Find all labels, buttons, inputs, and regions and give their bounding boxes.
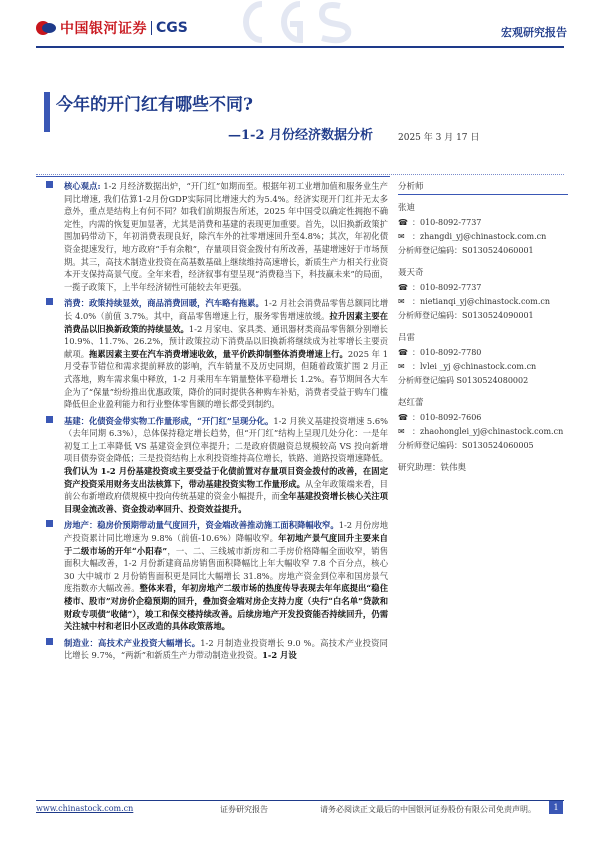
analyst-name: 吕雷 bbox=[398, 333, 416, 343]
analyst-email bbox=[398, 362, 568, 372]
analyst-registration bbox=[398, 441, 568, 451]
emphasis-text: 整体来看，年初房地产二级市场的热度传导表现去年年底提出“稳住楼市、股市”对房价企稳预期的回升，叠加资金端对房企支持力度（央行“白名单”贷款和财政专项债“收储”），竣工和保交楼持续改善。后续房地产开发投资能否持续回升，仍需关注城中村和老旧小区改造的具体政策落地。 bbox=[64, 583, 388, 632]
registration-value: 分析师登记编码 S0130524080002 bbox=[398, 376, 529, 385]
brand-name-cn: 中国银河证券 bbox=[60, 21, 147, 37]
logo-mark-icon bbox=[36, 19, 56, 37]
email-colon: ： bbox=[412, 232, 420, 241]
analyst-card bbox=[398, 331, 568, 386]
paragraph-text: 1-2 月家电、家具类、通讯器材类商品零售额分别增长 10.9%、11.7%、26.2%，预计政策拉动下消费品以旧换新将继续成为社零增长主要贡献项。 bbox=[64, 323, 388, 359]
analyst-phone bbox=[398, 218, 568, 228]
analyst-email bbox=[398, 232, 568, 242]
analyst-registration bbox=[398, 311, 568, 321]
analyst-registration bbox=[398, 376, 568, 386]
paragraph-heading: 房地产：稳房价预期带动量气度回升，资金端改善推动施工面积降幅收窄。 bbox=[64, 520, 339, 531]
phone-icon: ☎ bbox=[398, 348, 408, 357]
emphasis-text: 年初地产景气度回升主要来自于二级市场的开年“小阳春” bbox=[64, 533, 388, 556]
footer-disclaimer: 请务必阅读正文最后的中国银河证券股份有限公司免责声明。 bbox=[320, 805, 536, 814]
sidebar-rule bbox=[398, 194, 568, 195]
email-icon: ✉ bbox=[398, 362, 405, 371]
analyst-card bbox=[398, 201, 568, 256]
header-divider bbox=[36, 46, 564, 48]
paragraph-heading: 消费：政策持续显效，商品消费回暖，汽车略有拖累。 bbox=[64, 298, 264, 309]
page-number: 1 bbox=[549, 801, 563, 814]
square-bullet-icon bbox=[46, 416, 53, 423]
email-value[interactable]: lvlei _yj @chinastock.com.cn bbox=[420, 362, 537, 371]
registration-value: 分析师登记编码：S0130524060005 bbox=[398, 441, 534, 450]
email-value[interactable]: nietianqi_yj@chinastock.com.cn bbox=[420, 297, 550, 306]
analyst-list bbox=[398, 201, 568, 451]
phone-value: 010-8092-7606 bbox=[420, 413, 482, 422]
section-dotted-divider bbox=[36, 174, 564, 175]
registration-value: 分析师登记编码：S0130524090001 bbox=[398, 311, 534, 320]
phone-number: ： bbox=[412, 348, 420, 357]
square-bullet-icon bbox=[46, 638, 53, 645]
emphasis-text: 拖累因素主要在汽车消费增速收敛，量平价跌抑制整体消费增速上行。 bbox=[89, 348, 348, 359]
watermark-logo-icon bbox=[232, 0, 362, 46]
phone-value: 010-8092-7780 bbox=[420, 348, 482, 357]
analyst-email bbox=[398, 427, 568, 437]
analyst-name: 聂天奇 bbox=[398, 268, 424, 278]
body-paragraph bbox=[38, 519, 388, 632]
paragraph-text: 2025 年 1 月受春节错位和需求提前释放的影响，汽车销量不及历史同期，但随着政策扩围 2 月正式落地，购车需求集中释放，1-2 月乘用车车销量整体平稳增长 1.2%。春节期间各大车企为了“保量”纷纷推出优惠政策，降价的同时提供各种购车补贴，消费者受益于购车门槛降低但企业盈利能力和行业整体零售额的增长都受到制约。 bbox=[64, 348, 388, 410]
phone-number: ： bbox=[412, 413, 420, 422]
title-accent-bar bbox=[44, 92, 50, 132]
phone-icon: ☎ bbox=[398, 218, 408, 227]
paragraph-text: 1-2 月经济数据出炉，“开门红”如期而至。根据年初工业增加值和服务业生产同比增速, 我们估算1-2月份GDP实际同比增速大约为5.4%。经济实现开门红并无太多意外，重点是结构上有何不同？如我们前期报告所述，2025 年中国受以确定性拥抱不确定性，内需的恢复更加显著，尤其是消费和基建的表现更加重要。首先，以旧换新政策扩围加码带动下，年初消费表现良好，除汽车外的社零增速回升至4.8%；其次，年初化债资金提速发行，地方政府“手有余粮”，存量项目资金拨付有所改善，基建增速好于市场预期。其三，高技术制造业投资在高基数基础上继续维持高速增长，新质生产力相关行业资本开支保持高景气度。全年来看，经济叙事有望呈现“消费稳当下，科技赢未来”的局面，一揽子政策下，上半年经济韧性可能较去年更强。 bbox=[64, 181, 388, 292]
report-subtitle: —1-2 月份经济数据分析 bbox=[228, 128, 374, 143]
email-icon: ✉ bbox=[398, 232, 405, 241]
report-date: 2025 年 3 月 17 日 bbox=[398, 133, 480, 143]
body-paragraph bbox=[38, 297, 388, 410]
emphasis-text: 全年基建投资增长核心关注项目现金流改善、资金拨动率回升、投资效益提升。 bbox=[64, 491, 388, 514]
emphasis-text: 拉升因素主要在消费品以旧换新政策的持续显效。 bbox=[64, 310, 388, 334]
analyst-email bbox=[398, 297, 568, 307]
email-icon: ✉ bbox=[398, 427, 405, 436]
footer-divider bbox=[36, 800, 564, 801]
paragraph-text: 1-2 月狭义基建投资增速 5.6%（去年同期 6.3%），总体保持稳定增长趋势，但“开门红”结构上呈现几处分化：一是年初复工上工率降低 VS 基建资金到位率提升；二是政府债融资总规模较高 VS 投向新增项目债券资金降低；三是投资结构上水利投资维持高位增长，铁路、道路投资增速降低。 bbox=[64, 415, 389, 464]
emphasis-text: 1-2 月设 bbox=[262, 650, 297, 661]
body-paragraph bbox=[38, 180, 388, 293]
body-paragraph bbox=[38, 637, 388, 662]
analyst-card bbox=[398, 266, 568, 321]
analyst-label: 分析师 bbox=[398, 182, 424, 192]
main-divider bbox=[36, 176, 390, 177]
phone-icon: ☎ bbox=[398, 283, 408, 292]
paragraph-text: 从全年政策端来看，目前公布新增政府债规模中投向传统基建的资金小幅提升，而 bbox=[64, 478, 388, 502]
analyst-registration bbox=[398, 246, 568, 256]
logo-separator bbox=[151, 21, 152, 35]
brand-logo bbox=[36, 18, 188, 38]
emphasis-text: 我们认为 1-2 月份基建投资或主要受益于化债前置对存量项目资金拨付的改善，在固定资产投资采用财务支出法核算下，带动基建投资实物工作量形成。 bbox=[64, 466, 388, 489]
paragraph-text: 1-2 月份房地产投资累计同比增速为 9.8%（前值-10.6%）降幅收窄。 bbox=[64, 520, 388, 544]
paragraph-text: ，一、二、三线城市新房和二手房价格降幅全面收窄，销售面积大幅改善，1-2 月份新建商品房销售面积降幅比上年大幅收窄 7.8 个百分点，核心 30 大中城市 2 月份销售面积更是同比大幅增长 31.8%。房地产资金到位率和国房景气度指数亦大幅改善。 bbox=[64, 545, 388, 594]
analyst-card bbox=[398, 396, 568, 451]
report-title: 今年的开门红有哪些不同? bbox=[56, 95, 253, 115]
email-colon: ： bbox=[412, 362, 420, 371]
body-paragraph bbox=[38, 415, 388, 516]
footer-report-type: 证券研究报告 bbox=[220, 805, 268, 814]
phone-icon: ☎ bbox=[398, 413, 408, 422]
analyst-name: 张迪 bbox=[398, 203, 416, 213]
email-value[interactable]: zhangdi_yj@chinastock.com.cn bbox=[420, 232, 547, 241]
phone-value: 010-8092-7737 bbox=[420, 218, 482, 227]
main-body bbox=[38, 180, 388, 666]
square-bullet-icon bbox=[46, 520, 53, 527]
analyst-phone bbox=[398, 413, 568, 423]
analyst-phone bbox=[398, 348, 568, 358]
paragraph-heading: 核心观点: bbox=[64, 181, 101, 191]
research-assistant: 研究助理：铁伟奥 bbox=[398, 463, 467, 473]
paragraph-text: 1-2 月制造业投资增长 9.0 %。高技术产业投资同比增长 9.7%，“两新”和新质生产力带动制造业投资。 bbox=[64, 637, 388, 661]
square-bullet-icon bbox=[46, 298, 53, 305]
paragraph-text: 1-2 月社会消费品零售总额同比增长 4.0%（前值 3.7%。其中，商品零售增速上行，服务零售增速放缓。 bbox=[64, 298, 388, 321]
email-colon: ： bbox=[412, 427, 420, 436]
brand-name-en: CGS bbox=[156, 20, 188, 36]
analyst-sidebar bbox=[398, 180, 568, 473]
square-bullet-icon bbox=[46, 181, 53, 188]
email-value[interactable]: zhaohonglei_yj@chinastock.com.cn bbox=[420, 427, 564, 436]
analyst-phone bbox=[398, 283, 568, 293]
phone-number: ： bbox=[412, 218, 420, 227]
phone-number: ： bbox=[412, 283, 420, 292]
phone-value: 010-8092-7737 bbox=[420, 283, 482, 292]
paragraph-heading: 制造业：高技术产业投资大幅增长。 bbox=[64, 637, 201, 648]
footer-website-link[interactable]: www.chinastock.com.cn bbox=[36, 804, 134, 813]
email-colon: ： bbox=[412, 297, 420, 306]
paragraph-heading: 基建：化债资金带实物工作量形成，“开门红”呈现分化。 bbox=[64, 415, 274, 426]
registration-value: 分析师登记编码：S0130524060001 bbox=[398, 246, 534, 255]
analyst-name: 赵红蕾 bbox=[398, 398, 424, 408]
email-icon: ✉ bbox=[398, 297, 405, 306]
doc-type-label: 宏观研究报告 bbox=[501, 26, 567, 39]
page-header bbox=[0, 0, 595, 46]
